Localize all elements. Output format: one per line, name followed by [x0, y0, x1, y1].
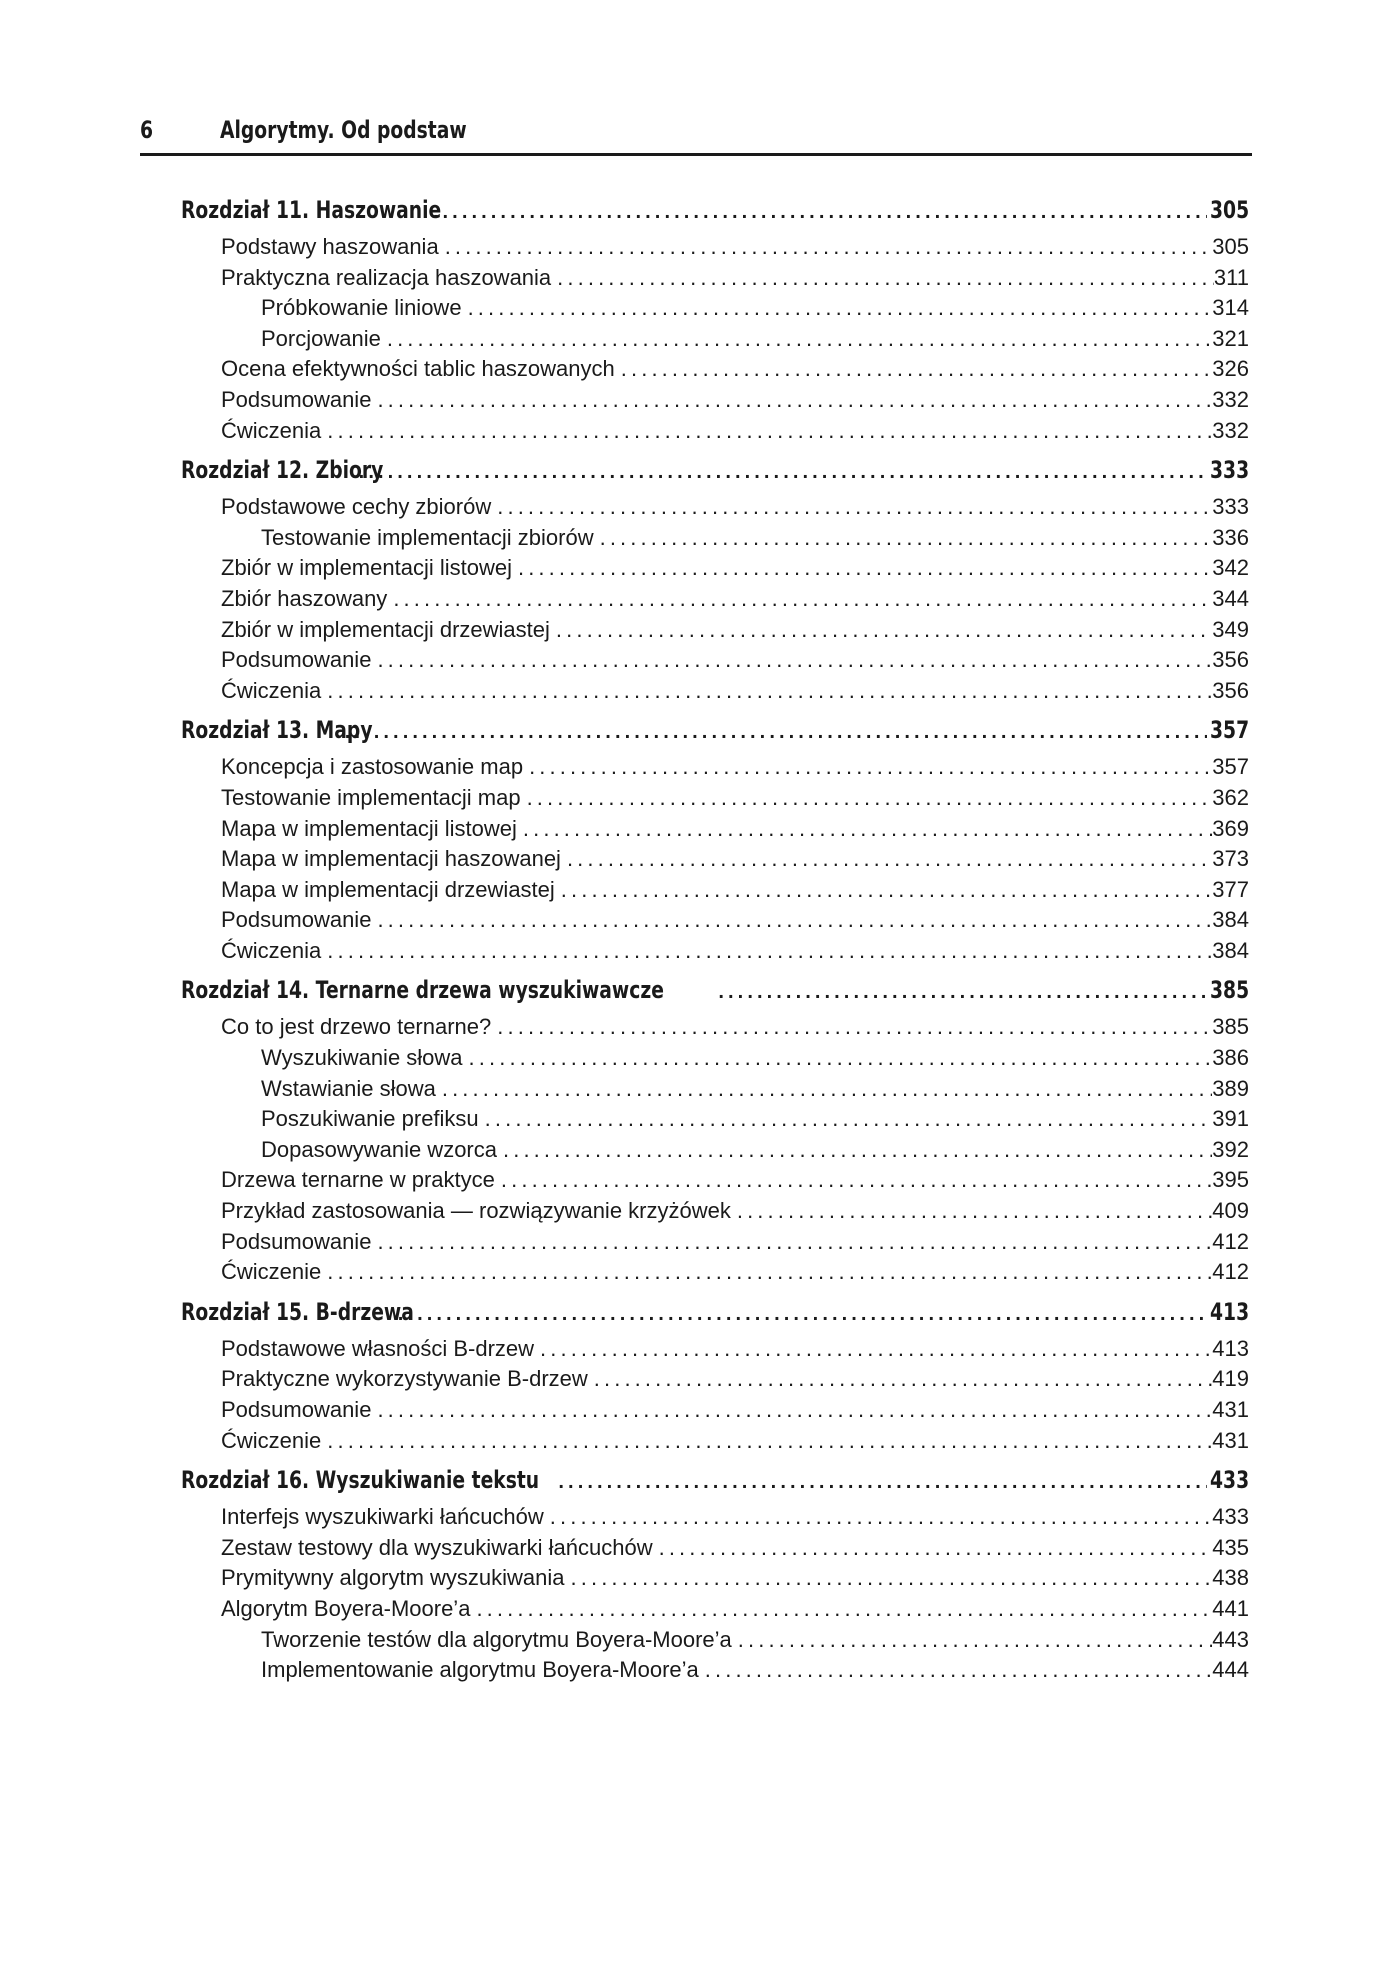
- chapter-entry[interactable]: [181, 976, 1249, 1014]
- section-title: Algorytm Boyera-Moore’a: [221, 1595, 471, 1621]
- section-title: Testowanie implementacji map: [221, 784, 521, 810]
- section-title: Mapa w implementacji haszowanej: [221, 846, 561, 872]
- section-page: 373: [1212, 846, 1249, 872]
- section-page: 305: [1212, 234, 1249, 259]
- section-page: 412: [1212, 1259, 1249, 1285]
- dot-leader: [321, 938, 1212, 964]
- section-page: 419: [1212, 1366, 1249, 1392]
- dot-leader: [555, 877, 1212, 903]
- section-title: Koncepcja i zastosowanie map: [221, 754, 524, 780]
- section-title: Tworzenie testów dla algorytmu Boyera-Moore’a: [261, 1626, 732, 1652]
- section-entry[interactable]: [181, 617, 1249, 648]
- section-page: 336: [1212, 524, 1249, 550]
- section-page: 356: [1212, 647, 1249, 673]
- section-page: 395: [1212, 1167, 1249, 1193]
- section-title: Co to jest drzewo ternarne?: [221, 1014, 492, 1040]
- section-page: 431: [1212, 1397, 1249, 1422]
- subsection-entry[interactable]: [181, 1106, 1249, 1137]
- dot-leader: [594, 525, 1213, 551]
- section-entry[interactable]: [181, 1229, 1249, 1260]
- chapter-entry[interactable]: [181, 1466, 1249, 1504]
- section-page: 391: [1212, 1106, 1249, 1132]
- dot-leader: [534, 1336, 1212, 1362]
- section-title: Testowanie implementacji zbiorów: [261, 524, 594, 550]
- section-title: Podsumowanie: [221, 907, 372, 933]
- section-page: 413: [1212, 1335, 1249, 1361]
- section-title: Ćwiczenia: [221, 677, 322, 703]
- section-entry[interactable]: [181, 678, 1249, 709]
- section-page: 357: [1212, 754, 1249, 780]
- section-entry[interactable]: [181, 1428, 1249, 1459]
- section-page: 389: [1212, 1075, 1249, 1101]
- section-page: 311: [1213, 264, 1249, 290]
- table-of-contents: [181, 196, 1249, 1696]
- chapter-page: 433: [1209, 1466, 1249, 1495]
- section-page: 438: [1212, 1565, 1249, 1591]
- dot-leader: [381, 326, 1212, 352]
- dot-leader: [387, 586, 1212, 612]
- dot-leader: [544, 1504, 1213, 1530]
- section-title: Przykład zastosowania — rozwiązywanie krzyżówek: [221, 1198, 731, 1224]
- page-number: 6: [140, 116, 154, 144]
- dot-leader: [712, 983, 1207, 1002]
- section-page: 409: [1212, 1198, 1249, 1224]
- section-title: Wstawianie słowa: [261, 1075, 436, 1101]
- section-entry[interactable]: [181, 1397, 1249, 1428]
- chapter-page: 413: [1209, 1297, 1249, 1326]
- dot-leader: [371, 647, 1212, 673]
- section-page: 441: [1212, 1595, 1249, 1621]
- section-title: Próbkowanie liniowe: [261, 295, 462, 321]
- section-page: 384: [1212, 937, 1249, 963]
- chapter-title: Rozdział 16. Wyszukiwanie tekstu: [181, 1466, 540, 1495]
- chapter-block: [181, 1466, 1249, 1688]
- chapter-entry[interactable]: [181, 196, 1249, 234]
- section-page: 444: [1212, 1657, 1249, 1683]
- section-page: 349: [1212, 616, 1249, 642]
- section-title: Ocena efektywności tablic haszowanych: [221, 356, 615, 382]
- dot-leader: [462, 295, 1213, 321]
- section-title: Ćwiczenia: [221, 417, 322, 443]
- section-entry[interactable]: [181, 754, 1249, 785]
- section-entry[interactable]: [181, 938, 1249, 969]
- section-entry[interactable]: [181, 1014, 1249, 1045]
- section-page: 386: [1212, 1045, 1249, 1071]
- chapter-page: 305: [1209, 196, 1249, 224]
- section-page: 392: [1212, 1136, 1249, 1162]
- subsection-entry[interactable]: [181, 525, 1249, 556]
- section-page: 433: [1212, 1504, 1249, 1530]
- dot-leader: [371, 1397, 1212, 1423]
- chapter-title: Rozdział 13. Mapy: [181, 716, 373, 745]
- dot-leader: [321, 418, 1212, 444]
- section-page: 431: [1212, 1427, 1249, 1453]
- chapter-block: [181, 456, 1249, 708]
- section-entry[interactable]: [181, 877, 1249, 908]
- section-title: Interfejs wyszukiwarki łańcuchów: [221, 1504, 544, 1530]
- chapter-title: Rozdział 11. Haszowanie: [181, 196, 442, 224]
- section-title: Porcjowanie: [261, 325, 381, 351]
- dot-leader: [552, 1473, 1207, 1492]
- section-entry[interactable]: [181, 234, 1249, 265]
- section-title: Podsumowanie: [221, 1228, 372, 1254]
- dot-leader: [565, 1565, 1213, 1591]
- section-entry[interactable]: [181, 846, 1249, 877]
- chapter-title: Rozdział 12. Zbiory: [181, 456, 384, 485]
- dot-leader: [470, 1596, 1212, 1622]
- dot-leader: [495, 1167, 1212, 1193]
- chapter-block: [181, 976, 1249, 1289]
- section-title: Dopasowywanie wzorca: [261, 1136, 497, 1162]
- dot-leader: [427, 203, 1207, 222]
- section-title: Poszukiwanie prefiksu: [261, 1106, 479, 1132]
- section-title: Drzewa ternarne w praktyce: [221, 1167, 495, 1193]
- dot-leader: [653, 1535, 1213, 1561]
- section-title: Podstawowe cechy zbiorów: [221, 494, 492, 520]
- subsection-entry[interactable]: [181, 295, 1249, 326]
- dot-leader: [521, 785, 1213, 811]
- section-page: 332: [1212, 386, 1249, 412]
- section-title: Praktyczne wykorzystywanie B-drzew: [221, 1366, 588, 1392]
- section-title: Ćwiczenia: [221, 937, 322, 963]
- section-title: Podsumowanie: [221, 386, 372, 412]
- chapter-page: 357: [1209, 716, 1249, 745]
- dot-leader: [321, 1259, 1212, 1285]
- section-title: Podstawowe własności B-drzew: [221, 1335, 535, 1361]
- section-page: 356: [1212, 677, 1249, 703]
- dot-leader: [588, 1366, 1213, 1392]
- section-page: 332: [1212, 417, 1249, 443]
- dot-leader: [732, 1627, 1213, 1653]
- section-entry[interactable]: [181, 1336, 1249, 1367]
- subsection-entry[interactable]: [181, 1627, 1249, 1658]
- chapter-title: Rozdział 14. Ternarne drzewa wyszukiwawcze: [181, 976, 664, 1005]
- section-title: Zbiór haszowany: [221, 585, 388, 611]
- section-entry[interactable]: [181, 1366, 1249, 1397]
- section-title: Prymitywny algorytm wyszukiwania: [221, 1565, 565, 1591]
- dot-leader: [479, 1106, 1213, 1132]
- section-title: Ćwiczenie: [221, 1427, 322, 1453]
- subsection-entry[interactable]: [181, 1045, 1249, 1076]
- section-entry[interactable]: [181, 1259, 1249, 1290]
- dot-leader: [392, 1305, 1207, 1324]
- chapter-entry[interactable]: [181, 456, 1249, 494]
- section-title: Wyszukiwanie słowa: [261, 1045, 463, 1071]
- section-entry[interactable]: [181, 1504, 1249, 1535]
- section-page: 314: [1212, 295, 1249, 321]
- dot-leader: [731, 1198, 1212, 1224]
- section-page: 412: [1212, 1228, 1249, 1254]
- section-entry[interactable]: [181, 785, 1249, 816]
- chapter-title: Rozdział 15. B-drzewa: [181, 1297, 414, 1326]
- section-page: 377: [1212, 876, 1249, 902]
- section-entry[interactable]: [181, 907, 1249, 938]
- dot-leader: [517, 816, 1212, 842]
- running-header: [140, 112, 1252, 156]
- section-page: 342: [1212, 555, 1249, 581]
- section-page: 443: [1212, 1626, 1249, 1652]
- dot-leader: [523, 754, 1212, 780]
- section-title: Zbiór w implementacji drzewiastej: [221, 616, 550, 642]
- dot-leader: [497, 1137, 1212, 1163]
- chapter-block: [181, 1298, 1249, 1458]
- section-entry[interactable]: [181, 265, 1249, 296]
- dot-leader: [339, 723, 1207, 742]
- section-title: Ćwiczenie: [221, 1259, 322, 1285]
- chapter-block: [181, 716, 1249, 968]
- section-entry[interactable]: [181, 494, 1249, 525]
- section-entry[interactable]: [181, 1198, 1249, 1229]
- section-page: 369: [1212, 815, 1249, 841]
- section-page: 384: [1212, 907, 1249, 933]
- section-title: Mapa w implementacji listowej: [221, 815, 517, 841]
- section-title: Mapa w implementacji drzewiastej: [221, 876, 555, 902]
- dot-leader: [321, 678, 1212, 704]
- section-page: 344: [1212, 585, 1249, 611]
- section-page: 385: [1212, 1014, 1249, 1040]
- section-page: 362: [1212, 784, 1249, 810]
- section-entry[interactable]: [181, 418, 1249, 449]
- section-entry[interactable]: [181, 1535, 1249, 1566]
- section-entry[interactable]: [181, 1596, 1249, 1627]
- dot-leader: [491, 1014, 1212, 1040]
- dot-leader: [436, 1076, 1212, 1102]
- section-title: Praktyczna realizacja haszowania: [221, 264, 552, 290]
- section-entry[interactable]: [181, 1167, 1249, 1198]
- dot-leader: [551, 265, 1214, 291]
- dot-leader: [512, 555, 1212, 581]
- section-entry[interactable]: [181, 647, 1249, 678]
- dot-leader: [463, 1045, 1213, 1071]
- section-page: 326: [1212, 356, 1249, 382]
- chapter-page: 385: [1209, 976, 1249, 1005]
- dot-leader: [615, 356, 1213, 382]
- chapter-page: 333: [1209, 456, 1249, 485]
- subsection-entry[interactable]: [181, 326, 1249, 357]
- section-title: Podstawy haszowania: [221, 234, 439, 259]
- subsection-entry[interactable]: [181, 1657, 1249, 1688]
- section-entry[interactable]: [181, 356, 1249, 387]
- dot-leader: [561, 846, 1212, 872]
- dot-leader: [371, 1229, 1212, 1255]
- subsection-entry[interactable]: [181, 1076, 1249, 1107]
- chapter-entry[interactable]: [181, 1298, 1249, 1336]
- section-title: Implementowanie algorytmu Boyera-Moore’a: [261, 1657, 699, 1683]
- dot-leader: [371, 387, 1212, 413]
- section-entry[interactable]: [181, 1565, 1249, 1596]
- dot-leader: [491, 494, 1212, 520]
- dot-leader: [550, 617, 1212, 643]
- subsection-entry[interactable]: [181, 1137, 1249, 1168]
- section-title: Podsumowanie: [221, 647, 372, 673]
- section-page: 333: [1212, 494, 1249, 520]
- section-page: 435: [1212, 1534, 1249, 1560]
- chapter-entry[interactable]: [181, 716, 1249, 754]
- dot-leader: [699, 1657, 1213, 1683]
- book-title: Algorytmy. Od podstaw: [220, 116, 467, 144]
- dot-leader: [439, 234, 1213, 260]
- dot-leader: [371, 907, 1212, 933]
- section-entry[interactable]: [181, 387, 1249, 418]
- section-page: 321: [1212, 325, 1249, 351]
- dot-leader: [321, 1428, 1212, 1454]
- section-title: Zestaw testowy dla wyszukiwarki łańcuchów: [221, 1534, 653, 1560]
- section-entry[interactable]: [181, 586, 1249, 617]
- chapter-block: [181, 196, 1249, 448]
- section-entry[interactable]: [181, 816, 1249, 847]
- section-title: Podsumowanie: [221, 1397, 372, 1422]
- dot-leader: [352, 463, 1206, 482]
- section-title: Zbiór w implementacji listowej: [221, 555, 512, 581]
- section-entry[interactable]: [181, 555, 1249, 586]
